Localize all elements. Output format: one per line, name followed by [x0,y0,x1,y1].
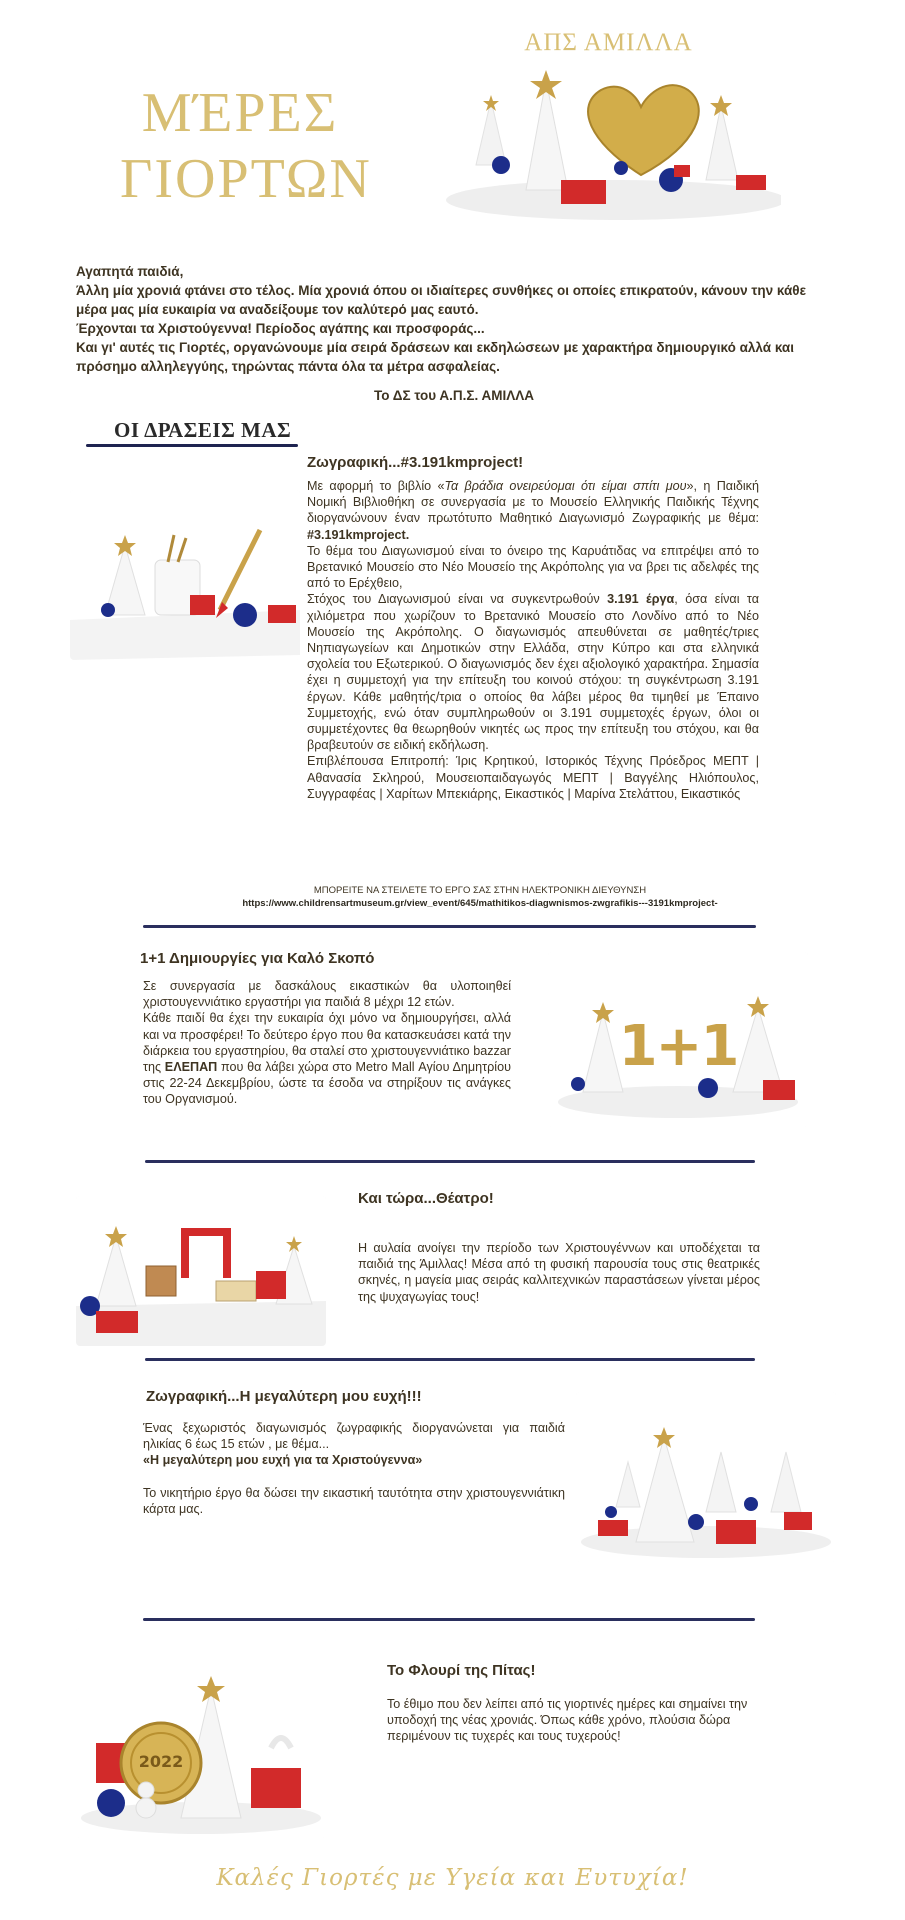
wish-text [143,1420,565,1517]
book-title: Τα βράδια ονειρεύομαι ότι είμαι σπίτι μου [444,479,687,493]
painting-paragraph-3 [307,591,759,753]
wish-image [576,1392,836,1562]
theatre-paragraph: Η αυλαία ανοίγει την περίοδο των Χριστουγέννων και υποδέχεται τα παιδιά της Άμιλλας! Μέσα από τη φυσική παρουσία τους στις θεατρικές σκηνές, η μαγεία μιας σειράς καλλιτεχνικών παραστάσεων γίνεται μέρος της ψυχαγωγίας τους! [358,1241,760,1304]
text-span: Στόχος του Διαγωνισμού είναι να συγκεντρωθούν [307,592,608,607]
coin-2022-illustration [76,1628,326,1838]
title-line-1: ΜΈΡΕΣ [141,82,339,144]
closing-greeting: Καλές Γιορτές με Υγεία και Ευτυχία! [216,1865,689,1891]
coin-year-text: 2022 [138,1752,184,1771]
intro-greeting: Αγαπητά παιδιά, [76,264,184,279]
theatre-heading: Και τώρα...Θέατρο! [358,1190,494,1207]
painting-paragraph-4: Επιβλέπουσα Επιτροπή: Ίρις Κρητικού, Ιστορικός Τέχνης Πρόεδρος ΜΕΠΤ | Αθανασία Σκληρού, Μουσειοπαιδαγωγός ΜΕΠΤ | Βαγγέλης Ηλιόπουλος, Συγγραφέας | Χαρίτων Μπεκιάρης, Εικαστικός | Μαρίνα Στελάττου, Εικαστικός [307,754,759,801]
wish-paragraph-2: Το νικητήριο έργο θα δώσει την εικαστική ταυτότητα στην χριστουγεννιάτικη κάρτα μας. [143,1485,565,1516]
send-note: ΜΠΟΡΕΙΤΕ ΝΑ ΣΤΕΙΛΕΤΕ ΤΟ ΕΡΓΟ ΣΑΣ ΣΤΗΝ ΗΛΕΚΤΡΟΝΙΚΗ ΔΙΕΥΘΥΝΣΗ [313,885,647,896]
intro-line-3: Έρχονται τα Χριστούγεννα! Περίοδος αγάπης και προσφοράς... [76,321,485,336]
pita-heading: Το Φλουρί της Πίτας! [387,1662,536,1679]
title-line-2: ΓΙΟΡΤΩΝ [120,148,372,210]
text-span: , όσα είναι τα χιλιόμετρα που χωρίζουν το Βρετανικό Μουσείο στο Λονδίνο από το Νέο Μουσείο της Ακρόπολης. Ο διαγωνισμός απευθύνεται σε μαθητές/τριες Νηπιαγωγείων και Δημοτικών στην Ελλάδα, στην Κύπρο και στα ελληνικά σχολεία του Εξωτερικού. Ο διαγωνισμός δεν έχει αξιολογικό χαρακτήρα. Σημασία έχει η συμμετοχή για την επίτευξη του κοινού στόχου: τη συγκέντρωση 3.191 έργων. Κάθε μαθητής/τρια ο οποίος θα λάβει μέρος θα τιμηθεί με Έπαινο Συμμετοχής, ενώ όταν συμπληρωθούν οι 3.191 συμμετοχές έργων, όλοι οι συμμετέχοντες θα θεωρηθούν νικητές ως προς την επίτευξη του στόχου, και θα βραβευτούν σε ειδική εκδήλωση. [307,592,760,753]
painting-image [70,490,300,660]
theatre-stage-illustration [76,1196,326,1346]
page-title [120,80,372,212]
section-title: ΟΙ ΔΡΑΣΕΙΣ ΜΑΣ [114,418,292,442]
wish-heading: Ζωγραφική...Η μεγαλύτερη μου ευχή!!! [146,1388,422,1405]
one-plus-one-text: 1+1 [618,1014,738,1079]
creations-heading: 1+1 Δημιουργίες για Καλό Σκοπό [140,950,375,967]
creations-image [548,952,808,1127]
divider-2 [145,1160,755,1163]
signature: Το ΔΣ του Α.Π.Σ. ΑΜΙΛΛΑ [374,388,534,403]
theatre-image [76,1196,326,1346]
brush-cup-illustration [70,490,300,660]
wish-paragraph-1: Ένας ξεχωριστός διαγωνισμός ζωγραφικής διοργανώνεται για παιδιά ηλικίας 6 έως 15 ετών , με θέμα... [143,1421,565,1452]
divider-3 [145,1358,755,1361]
intro-line-2: Άλλη μία χρονιά φτάνει στο τέλος. Μία χρονιά όπου οι ιδιαίτερες συνθήκες οι οποίες επικρατούν, κάνουν την κάθε μέρα μας μία ευκαιρία να αναδείξουμε τον καλύτερό μας εαυτό. [76,283,807,317]
text-span: που θα λάβει χώρα στο Metro Mall Αγίου Δημητρίου στις 22-24 Δεκεμβρίου, ώστε τα έσοδα να στηρίξουν τις ανάγκες του Οργανισμού. [143,1060,511,1107]
snow-trees-illustration [576,1392,836,1562]
painting-heading: Ζωγραφική...#3.191kmproject! [307,454,524,471]
section-underline [86,444,298,447]
painting-paragraph-1 [307,478,759,543]
divider-4 [143,1618,755,1621]
wish-theme: «Η μεγαλύτερη μου ευχή για τα Χριστούγεννα» [143,1453,423,1468]
submission-link[interactable]: https://www.childrensartmuseum.gr/view_event/645/mathitikos-diagwnismos-zwgrafikis---3191kmproject- [242,898,718,909]
creations-text [143,978,511,1108]
intro-text [76,262,832,376]
divider-1 [143,925,756,928]
painting-text [307,478,759,802]
header-christmas-image [436,15,781,230]
text-span: Με αφορμή το βιβλίο « [307,479,445,493]
text-span: », η Παιδική Νομική Βιβλιοθήκη σε συνεργασία με το Μουσείο Ελληνικής Παιδικής Τέχνης διοργανώνουν έναν πρωτότυπο Μαθητικό Διαγωνισμό Ζωγραφικής με θέμα: [307,479,759,526]
works-count: 3.191 έργα [607,592,675,607]
pita-paragraph: Το έθιμο που δεν λείπει από τις γιορτινές ημέρες και σημαίνει την υποδοχή της νέας χρονιάς. Όπως κάθε χρόνο, πλούσια δώρα περιμένουν τις τυχερές και τους τυχερούς! [387,1697,748,1744]
intro-line-4: Και γι' αυτές τις Γιορτές, οργανώνουμε μία σειρά δράσεων και εκδηλώσεων με χαρακτήρα δημιουργικό αλλά και πρόσημο αλληλεγγύης, τηρώντας πάντα όλα τα μέτρα ασφαλείας. [76,340,794,374]
org-name: ΑΠΣ ΑΜΙΛΛΑ [524,29,693,56]
project-hashtag: #3.191kmproject. [307,527,410,542]
creations-paragraph-1: Σε συνεργασία με δασκάλους εικαστικών θα υλοποιηθεί χριστουγεννιάτικο εργαστήρι για παιδιά 8 μέχρι 12 ετών. [143,979,511,1010]
organization-name: ΕΛΕΠΑΠ [164,1060,218,1075]
pita-image [76,1628,326,1838]
text-span: Κάθε παιδί θα έχει την ευκαιρία όχι μόνο να δημιουργήσει, αλλά και να προσφέρει! Το δεύτερο έργο που θα κατασκευάσει κατά την διάρκεια του εργαστηρίου, θα σταλεί στο χριστουγεννιάτικο bazzar της [143,1011,511,1075]
creations-paragraph-2 [143,1010,511,1107]
spacer [143,1469,565,1485]
painting-paragraph-2: Το θέμα του Διαγωνισμού είναι το όνειρο της Καρυάτιδας να επιτρέψει από το Βρετανικό Μουσείο στο Νέο Μουσείο της Ακρόπολης για να βρει τις αδελφές της από το Ερέχθειο, [307,543,759,591]
